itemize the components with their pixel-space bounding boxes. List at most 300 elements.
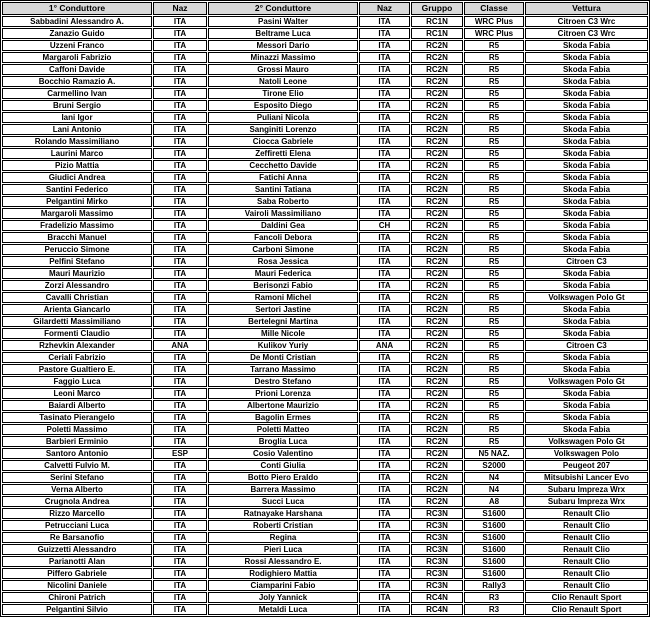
cell-naz1: ITA: [153, 196, 207, 207]
cell-vettura: Renault Clio: [525, 568, 648, 579]
cell-classe: R5: [464, 112, 524, 123]
cell-driver2: Vairoli Massimiliano: [208, 208, 358, 219]
cell-driver2: Rosa Jessica: [208, 256, 358, 267]
cell-driver2: Regina: [208, 532, 358, 543]
cell-naz1: ITA: [153, 112, 207, 123]
cell-classe: R5: [464, 208, 524, 219]
cell-vettura: Skoda Fabia: [525, 112, 648, 123]
cell-vettura: Skoda Fabia: [525, 220, 648, 231]
cell-driver2: Zeffiretti Elena: [208, 148, 358, 159]
cell-naz2: ITA: [359, 448, 410, 459]
cell-naz1: ITA: [153, 508, 207, 519]
cell-naz1: ITA: [153, 88, 207, 99]
cell-gruppo: RC2N: [411, 460, 463, 471]
cell-naz1: ITA: [153, 544, 207, 555]
cell-naz1: ITA: [153, 304, 207, 315]
cell-naz2: ITA: [359, 112, 410, 123]
cell-naz1: ITA: [153, 16, 207, 27]
cell-driver2: Fancoli Debora: [208, 232, 358, 243]
cell-classe: Rally3: [464, 580, 524, 591]
cell-gruppo: RC2N: [411, 100, 463, 111]
table-row: [2, 472, 648, 483]
cell-driver1: Sabbadini Alessandro A.: [2, 16, 152, 27]
cell-naz2: ITA: [359, 376, 410, 387]
cell-driver2: Ratnayake Harshana: [208, 508, 358, 519]
table-row: [2, 184, 648, 195]
cell-naz2: ITA: [359, 292, 410, 303]
cell-vettura: Mitsubishi Lancer Evo: [525, 472, 648, 483]
cell-gruppo: RC2N: [411, 340, 463, 351]
cell-gruppo: RC2N: [411, 208, 463, 219]
cell-gruppo: RC2N: [411, 76, 463, 87]
cell-naz1: ITA: [153, 352, 207, 363]
cell-gruppo: RC2N: [411, 256, 463, 267]
cell-classe: S2000: [464, 460, 524, 471]
cell-classe: R5: [464, 364, 524, 375]
table-row: [2, 496, 648, 507]
cell-naz2: ITA: [359, 400, 410, 411]
cell-naz1: ITA: [153, 208, 207, 219]
cell-classe: R5: [464, 316, 524, 327]
cell-vettura: Skoda Fabia: [525, 388, 648, 399]
cell-naz2: ITA: [359, 544, 410, 555]
cell-naz2: ITA: [359, 244, 410, 255]
cell-naz2: ITA: [359, 148, 410, 159]
cell-naz1: ITA: [153, 292, 207, 303]
cell-driver2: Destro Stefano: [208, 376, 358, 387]
cell-naz2: ITA: [359, 328, 410, 339]
cell-vettura: Skoda Fabia: [525, 100, 648, 111]
cell-driver2: Metaldi Luca: [208, 604, 358, 615]
cell-classe: S1600: [464, 520, 524, 531]
table-row: [2, 100, 648, 111]
cell-classe: R5: [464, 244, 524, 255]
table-row: [2, 244, 648, 255]
cell-naz2: ITA: [359, 280, 410, 291]
table-row: [2, 340, 648, 351]
table-row: [2, 544, 648, 555]
cell-driver1: Carmellino Ivan: [2, 88, 152, 99]
cell-gruppo: RC2N: [411, 400, 463, 411]
cell-naz1: ITA: [153, 520, 207, 531]
cell-gruppo: RC2N: [411, 448, 463, 459]
cell-gruppo: RC4N: [411, 604, 463, 615]
cell-naz1: ITA: [153, 532, 207, 543]
table-row: [2, 52, 648, 63]
cell-driver1: Santini Federico: [2, 184, 152, 195]
cell-naz1: ITA: [153, 280, 207, 291]
cell-gruppo: RC2N: [411, 436, 463, 447]
table-row: [2, 160, 648, 171]
cell-naz1: ITA: [153, 172, 207, 183]
cell-classe: R5: [464, 196, 524, 207]
cell-gruppo: RC2N: [411, 484, 463, 495]
cell-gruppo: RC2N: [411, 124, 463, 135]
table-row: [2, 148, 648, 159]
cell-naz1: ITA: [153, 412, 207, 423]
cell-naz1: ITA: [153, 244, 207, 255]
cell-driver2: Botto Piero Eraldo: [208, 472, 358, 483]
cell-naz1: ITA: [153, 268, 207, 279]
cell-naz1: ITA: [153, 328, 207, 339]
cell-driver1: Zorzi Alessandro: [2, 280, 152, 291]
cell-naz2: ITA: [359, 460, 410, 471]
cell-naz1: ITA: [153, 568, 207, 579]
cell-vettura: Skoda Fabia: [525, 136, 648, 147]
cell-driver1: Zanazio Guido: [2, 28, 152, 39]
table-row: [2, 436, 648, 447]
cell-vettura: Skoda Fabia: [525, 88, 648, 99]
cell-naz2: ITA: [359, 196, 410, 207]
cell-driver2: Pasini Walter: [208, 16, 358, 27]
header-row: [2, 2, 648, 15]
cell-driver1: Crugnola Andrea: [2, 496, 152, 507]
cell-gruppo: RC3N: [411, 520, 463, 531]
cell-driver2: Bagolin Ermes: [208, 412, 358, 423]
table-row: [2, 232, 648, 243]
cell-vettura: Volkswagen Polo Gt: [525, 376, 648, 387]
cell-naz2: ITA: [359, 28, 410, 39]
table-row: [2, 388, 648, 399]
cell-classe: R5: [464, 376, 524, 387]
cell-naz2: ITA: [359, 76, 410, 87]
cell-classe: R5: [464, 280, 524, 291]
cell-driver1: Bruni Sergio: [2, 100, 152, 111]
cell-naz2: ITA: [359, 184, 410, 195]
cell-driver2: Succi Luca: [208, 496, 358, 507]
cell-naz1: ITA: [153, 40, 207, 51]
cell-naz2: ITA: [359, 592, 410, 603]
cell-gruppo: RC3N: [411, 568, 463, 579]
cell-naz2: ITA: [359, 496, 410, 507]
cell-vettura: Skoda Fabia: [525, 352, 648, 363]
cell-vettura: Volkswagen Polo: [525, 448, 648, 459]
cell-driver1: Peruccio Simone: [2, 244, 152, 255]
cell-naz1: ITA: [153, 496, 207, 507]
column-header-naz2: Naz: [359, 2, 410, 15]
cell-driver2: Conti Giulia: [208, 460, 358, 471]
cell-naz2: ITA: [359, 316, 410, 327]
cell-driver2: De Monti Cristian: [208, 352, 358, 363]
table-row: [2, 304, 648, 315]
cell-naz1: ITA: [153, 76, 207, 87]
cell-classe: R5: [464, 40, 524, 51]
cell-gruppo: RC2N: [411, 148, 463, 159]
cell-driver2: Barrera Massimo: [208, 484, 358, 495]
cell-driver1: Rzhevkin Alexander: [2, 340, 152, 351]
cell-naz2: CH: [359, 220, 410, 231]
cell-driver2: Cecchetto Davide: [208, 160, 358, 171]
cell-naz1: ITA: [153, 472, 207, 483]
table-row: [2, 412, 648, 423]
cell-gruppo: RC2N: [411, 232, 463, 243]
cell-classe: R3: [464, 604, 524, 615]
cell-driver2: Ciocca Gabriele: [208, 136, 358, 147]
cell-naz2: ITA: [359, 424, 410, 435]
cell-driver2: Saba Roberto: [208, 196, 358, 207]
cell-classe: R5: [464, 148, 524, 159]
cell-naz2: ITA: [359, 580, 410, 591]
table-row: [2, 136, 648, 147]
cell-gruppo: RC2N: [411, 220, 463, 231]
cell-driver2: Sertori Jastine: [208, 304, 358, 315]
cell-driver1: Faggio Luca: [2, 376, 152, 387]
table-row: [2, 196, 648, 207]
cell-gruppo: RC2N: [411, 64, 463, 75]
cell-vettura: Skoda Fabia: [525, 400, 648, 411]
cell-naz1: ITA: [153, 592, 207, 603]
table-row: [2, 508, 648, 519]
cell-driver2: Messori Dario: [208, 40, 358, 51]
cell-naz2: ANA: [359, 340, 410, 351]
table-row: [2, 172, 648, 183]
cell-naz2: ITA: [359, 412, 410, 423]
cell-driver1: Caffoni Davide: [2, 64, 152, 75]
cell-vettura: Skoda Fabia: [525, 328, 648, 339]
cell-gruppo: RC2N: [411, 88, 463, 99]
cell-vettura: Subaru Impreza Wrx: [525, 484, 648, 495]
cell-classe: R5: [464, 352, 524, 363]
cell-naz1: ITA: [153, 424, 207, 435]
cell-driver1: Pelfini Stefano: [2, 256, 152, 267]
cell-gruppo: RC2N: [411, 244, 463, 255]
table-row: [2, 592, 648, 603]
cell-vettura: Renault Clio: [525, 520, 648, 531]
table-row: [2, 400, 648, 411]
cell-vettura: Skoda Fabia: [525, 172, 648, 183]
cell-vettura: Skoda Fabia: [525, 232, 648, 243]
cell-driver1: Lani Antonio: [2, 124, 152, 135]
cell-naz1: ITA: [153, 316, 207, 327]
cell-naz1: ESP: [153, 448, 207, 459]
cell-classe: R5: [464, 256, 524, 267]
cell-gruppo: RC2N: [411, 292, 463, 303]
table-body: [2, 16, 648, 615]
cell-classe: R5: [464, 88, 524, 99]
table-row: [2, 64, 648, 75]
cell-vettura: Citroen C3 Wrc: [525, 16, 648, 27]
table-row: [2, 520, 648, 531]
cell-naz1: ITA: [153, 160, 207, 171]
table-row: [2, 568, 648, 579]
cell-classe: R5: [464, 388, 524, 399]
cell-driver1: Ceriali Fabrizio: [2, 352, 152, 363]
cell-naz2: ITA: [359, 160, 410, 171]
cell-classe: S1600: [464, 556, 524, 567]
table-row: [2, 124, 648, 135]
cell-driver1: Pizio Mattia: [2, 160, 152, 171]
table-row: [2, 484, 648, 495]
cell-classe: R5: [464, 436, 524, 447]
column-header-naz1: Naz: [153, 2, 207, 15]
cell-driver1: Formenti Claudio: [2, 328, 152, 339]
cell-naz2: ITA: [359, 508, 410, 519]
cell-gruppo: RC2N: [411, 136, 463, 147]
cell-naz2: ITA: [359, 64, 410, 75]
cell-gruppo: RC4N: [411, 592, 463, 603]
cell-vettura: Clio Renault Sport: [525, 604, 648, 615]
cell-naz1: ITA: [153, 64, 207, 75]
table-row: [2, 328, 648, 339]
cell-driver1: Arienta Giancarlo: [2, 304, 152, 315]
cell-naz2: ITA: [359, 472, 410, 483]
cell-driver1: Bracchi Manuel: [2, 232, 152, 243]
cell-naz1: ITA: [153, 136, 207, 147]
cell-driver1: Laurini Marco: [2, 148, 152, 159]
cell-naz1: ITA: [153, 364, 207, 375]
cell-vettura: Skoda Fabia: [525, 76, 648, 87]
cell-classe: R5: [464, 412, 524, 423]
cell-naz2: ITA: [359, 352, 410, 363]
cell-gruppo: RC2N: [411, 316, 463, 327]
table-header: [2, 2, 648, 15]
cell-driver2: Esposito Diego: [208, 100, 358, 111]
cell-driver1: Baiardi Alberto: [2, 400, 152, 411]
cell-vettura: Skoda Fabia: [525, 424, 648, 435]
column-header-classe: Classe: [464, 2, 524, 15]
cell-vettura: Renault Clio: [525, 580, 648, 591]
table-row: [2, 208, 648, 219]
cell-vettura: Skoda Fabia: [525, 40, 648, 51]
column-header-driver1: 1° Conduttore: [2, 2, 152, 15]
column-header-vettura: Vettura: [525, 2, 648, 15]
cell-naz1: ITA: [153, 256, 207, 267]
cell-vettura: Skoda Fabia: [525, 364, 648, 375]
cell-gruppo: RC2N: [411, 172, 463, 183]
cell-driver1: Re Barsanofio: [2, 532, 152, 543]
cell-gruppo: RC1N: [411, 16, 463, 27]
cell-classe: R5: [464, 424, 524, 435]
table-row: [2, 292, 648, 303]
cell-naz1: ITA: [153, 604, 207, 615]
cell-naz2: ITA: [359, 604, 410, 615]
cell-gruppo: RC2N: [411, 412, 463, 423]
cell-vettura: Renault Clio: [525, 556, 648, 567]
cell-vettura: Skoda Fabia: [525, 184, 648, 195]
cell-gruppo: RC3N: [411, 508, 463, 519]
cell-vettura: Volkswagen Polo Gt: [525, 292, 648, 303]
cell-driver1: Margaroli Fabrizio: [2, 52, 152, 63]
table-row: [2, 424, 648, 435]
cell-classe: R5: [464, 172, 524, 183]
cell-vettura: Skoda Fabia: [525, 316, 648, 327]
cell-gruppo: RC2N: [411, 184, 463, 195]
cell-naz2: ITA: [359, 88, 410, 99]
table-row: [2, 112, 648, 123]
cell-vettura: Subaru Impreza Wrx: [525, 496, 648, 507]
cell-vettura: Skoda Fabia: [525, 52, 648, 63]
table-row: [2, 460, 648, 471]
cell-driver1: Parianotti Alan: [2, 556, 152, 567]
cell-driver2: Albertone Maurizio: [208, 400, 358, 411]
cell-vettura: Citroen C3: [525, 256, 648, 267]
cell-vettura: Citroen C3 Wrc: [525, 28, 648, 39]
cell-naz1: ITA: [153, 28, 207, 39]
cell-driver1: Pelgantini Mirko: [2, 196, 152, 207]
cell-gruppo: RC1N: [411, 28, 463, 39]
cell-vettura: Skoda Fabia: [525, 196, 648, 207]
cell-driver2: Rossi Alessandro E.: [208, 556, 358, 567]
cell-gruppo: RC2N: [411, 388, 463, 399]
cell-classe: N4: [464, 484, 524, 495]
cell-driver1: Rizzo Marcello: [2, 508, 152, 519]
table-row: [2, 448, 648, 459]
cell-driver2: Mauri Federica: [208, 268, 358, 279]
cell-driver2: Tarrano Massimo: [208, 364, 358, 375]
cell-driver1: Fradelizio Massimo: [2, 220, 152, 231]
cell-classe: S1600: [464, 568, 524, 579]
cell-naz1: ITA: [153, 220, 207, 231]
cell-naz2: ITA: [359, 232, 410, 243]
cell-driver2: Fatichi Anna: [208, 172, 358, 183]
cell-gruppo: RC2N: [411, 40, 463, 51]
cell-classe: S1600: [464, 544, 524, 555]
cell-vettura: Skoda Fabia: [525, 268, 648, 279]
cell-driver2: Roberti Cristian: [208, 520, 358, 531]
cell-vettura: Clio Renault Sport: [525, 592, 648, 603]
cell-driver1: Piffero Gabriele: [2, 568, 152, 579]
cell-naz2: ITA: [359, 532, 410, 543]
cell-naz1: ITA: [153, 388, 207, 399]
cell-driver1: Serini Stefano: [2, 472, 152, 483]
table-row: [2, 604, 648, 615]
cell-naz1: ITA: [153, 400, 207, 411]
table-row: [2, 316, 648, 327]
cell-naz2: ITA: [359, 100, 410, 111]
cell-vettura: Skoda Fabia: [525, 124, 648, 135]
cell-gruppo: RC2N: [411, 376, 463, 387]
table-row: [2, 220, 648, 231]
cell-naz2: ITA: [359, 40, 410, 51]
cell-classe: A8: [464, 496, 524, 507]
table-row: [2, 256, 648, 267]
cell-naz2: ITA: [359, 136, 410, 147]
cell-naz1: ITA: [153, 100, 207, 111]
cell-gruppo: RC2N: [411, 196, 463, 207]
cell-vettura: Peugeot 207: [525, 460, 648, 471]
cell-naz1: ITA: [153, 232, 207, 243]
cell-driver1: Rolando Massimiliano: [2, 136, 152, 147]
cell-driver2: Ramoni Michel: [208, 292, 358, 303]
cell-gruppo: RC3N: [411, 580, 463, 591]
cell-driver1: Verna Alberto: [2, 484, 152, 495]
cell-gruppo: RC3N: [411, 532, 463, 543]
cell-driver1: Petrucciani Luca: [2, 520, 152, 531]
cell-classe: R5: [464, 292, 524, 303]
cell-gruppo: RC2N: [411, 160, 463, 171]
cell-gruppo: RC2N: [411, 268, 463, 279]
cell-naz1: ITA: [153, 148, 207, 159]
cell-naz2: ITA: [359, 172, 410, 183]
cell-driver1: Mauri Maurizio: [2, 268, 152, 279]
cell-vettura: Skoda Fabia: [525, 208, 648, 219]
cell-driver1: Barbieri Erminio: [2, 436, 152, 447]
cell-gruppo: RC2N: [411, 496, 463, 507]
cell-naz1: ITA: [153, 556, 207, 567]
cell-gruppo: RC2N: [411, 424, 463, 435]
cell-classe: WRC Plus: [464, 28, 524, 39]
cell-vettura: Skoda Fabia: [525, 244, 648, 255]
cell-classe: R5: [464, 232, 524, 243]
cell-vettura: Renault Clio: [525, 544, 648, 555]
cell-driver2: Minazzi Massimo: [208, 52, 358, 63]
column-header-gruppo: Gruppo: [411, 2, 463, 15]
cell-classe: R5: [464, 64, 524, 75]
cell-driver1: Gilardetti Massimiliano: [2, 316, 152, 327]
cell-classe: S1600: [464, 532, 524, 543]
cell-vettura: Volkswagen Polo Gt: [525, 436, 648, 447]
cell-driver2: Grossi Mauro: [208, 64, 358, 75]
